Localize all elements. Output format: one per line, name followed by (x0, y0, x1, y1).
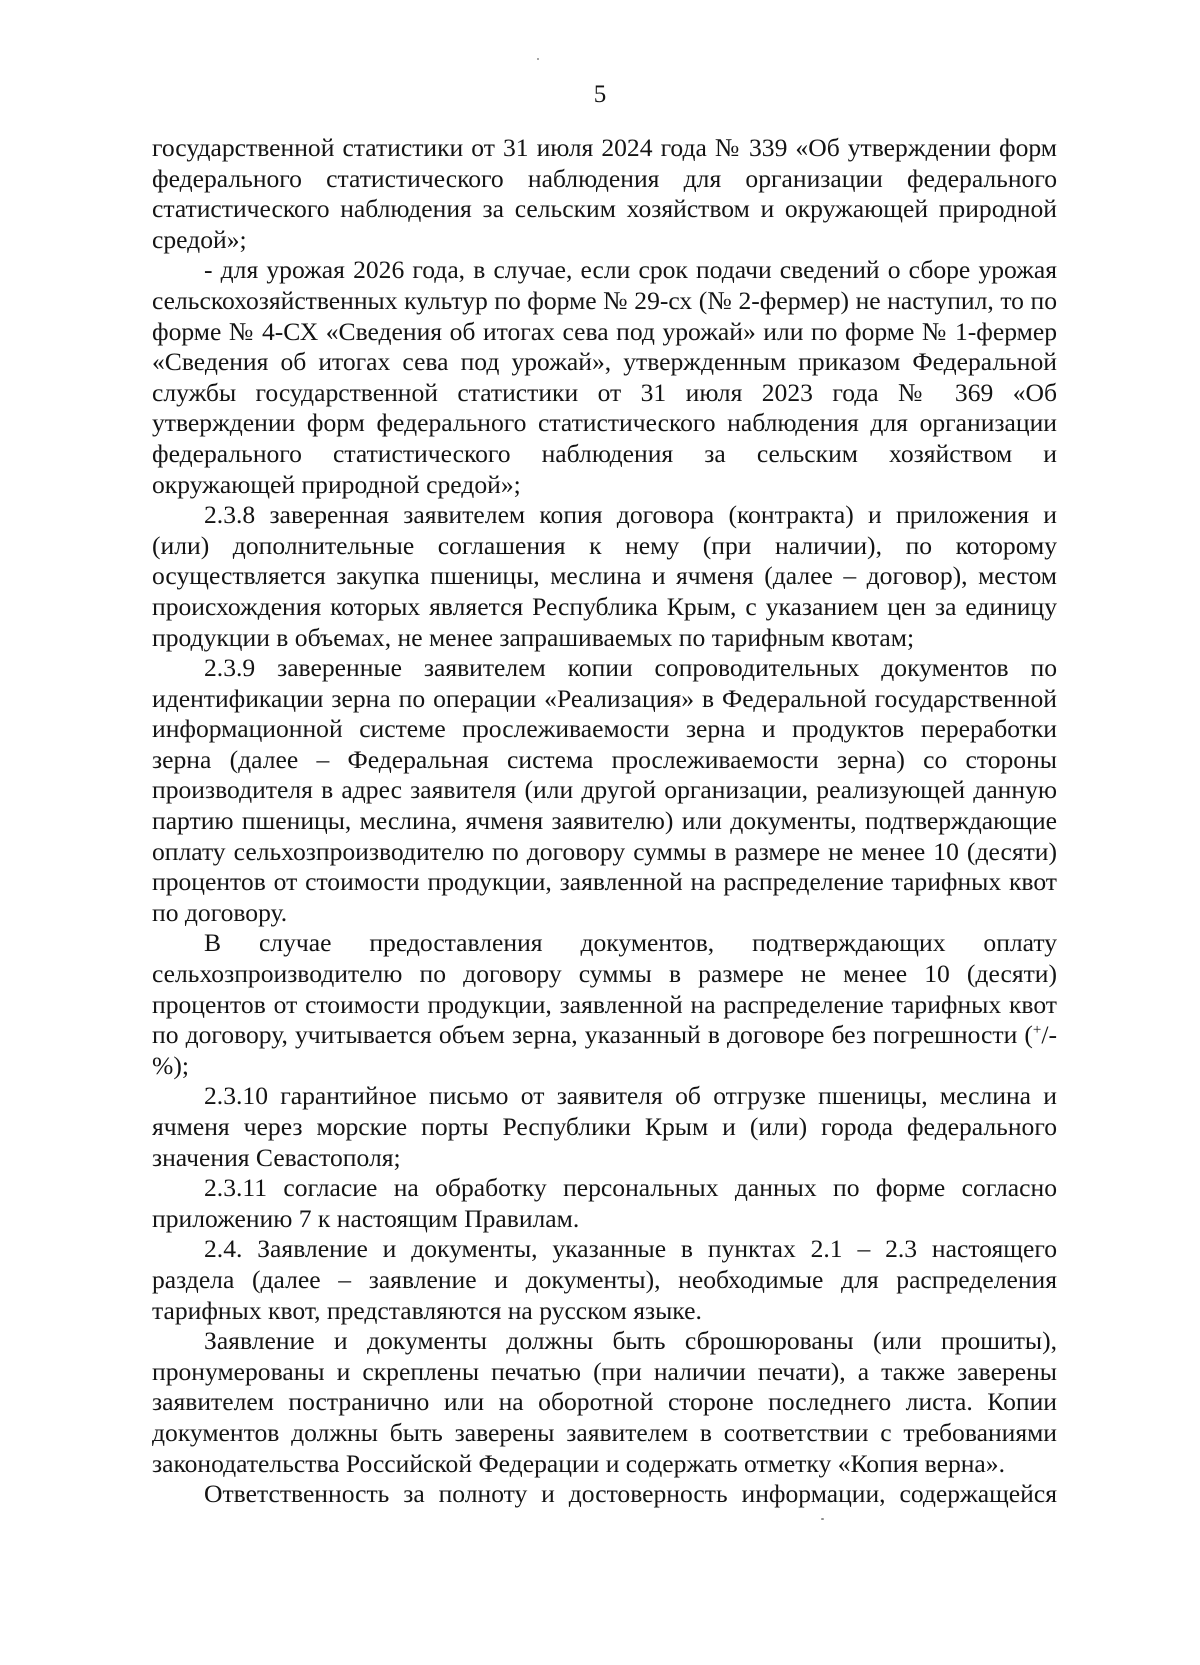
scan-speck-top (537, 58, 539, 60)
scan-speck-bottom (821, 1518, 824, 1520)
document-body (152, 133, 1057, 1510)
paragraph-2-4: 2.4. Заявление и документы, указанные в пунктах 2.1 – 2.3 настоящего раздела (далее – заявление и документы), необходимые для распределения тарифных квот, представляются на русском языке. (152, 1234, 1057, 1325)
payment-case-text: В случае предоставления документов, подтверждающих оплату сельхозпроизводителю по договору суммы в размере не менее 10 (десяти) процентов от стоимости продукции, заявленной на распределение тарифных квот по договору, учитывается объем зерна, указанный в договоре без погрешности ( (152, 928, 1057, 1050)
payment-case-tail: /- %); (152, 1020, 1057, 1080)
paragraph-2-3-11: 2.3.11 согласие на обработку персональных данных по форме согласно приложению 7 к настоящим Правилам. (152, 1173, 1057, 1233)
paragraph-responsibility: Ответственность за полноту и достоверность информации, содержащейся (204, 1479, 1057, 1509)
paragraph-harvest-2026: - для урожая 2026 года, в случае, если срок подачи сведений о сборе урожая сельскохозяйственных культур по форме № 29-сх (№ 2-фермер) не наступил, то по форме № 4-СХ «Сведения об итогах сева под урожай» или по форме № 1-фермер «Сведения об итогах сева под урожай», утвержденным приказом Федеральной службы государственной статистики от 31 июля 2023 года № 369 «Об утверждении форм федерального статистического наблюдения для организации федерального статистического наблюдения за сельским хозяйством и окружающей природной средой»; (152, 255, 1057, 499)
paragraph-continuation: государственной статистики от 31 июля 2024 года № 339 «Об утверждении форм федерального статистического наблюдения для организации федерального статистического наблюдения за сельским хозяйством и окружающей природной средой»; (152, 133, 1057, 254)
plus-superscript: + (1032, 1022, 1042, 1039)
paragraph-2-3-9: 2.3.9 заверенные заявителем копии сопроводительных документов по идентификации зерна по операции «Реализация» в Федеральной государственной информационной системе прослеживаемости зерна и продуктов переработки зерна (далее – Федеральная система прослеживаемости зерна) со стороны производителя в адрес заявителя (или другой организации, реализующей данную партию пшеницы, меслина, ячменя заявителю) или документы, подтверждающие оплату сельхозпроизводителю по договору суммы в размере не менее 10 (десяти) процентов от стоимости продукции, заявленной на распределение тарифных квот по договору. (152, 653, 1057, 927)
paragraph-payment-case (152, 928, 1057, 1081)
paragraph-binding: Заявление и документы должны быть сброшюрованы (или прошиты), пронумерованы и скреплены печатью (при наличии печати), а также заверены заявителем постранично или на оборотной стороне последнего листа. Копии документов должны быть заверены заявителем в соответствии с требованиями законодательства Российской Федерации и содержать отметку «Копия верна». (152, 1326, 1057, 1478)
paragraph-2-3-10: 2.3.10 гарантийное письмо от заявителя об отгрузке пшеницы, меслина и ячменя через морские порты Республики Крым и (или) города федерального значения Севастополя; (152, 1081, 1057, 1172)
paragraph-2-3-8: 2.3.8 заверенная заявителем копия договора (контракта) и приложения и (или) дополнительные соглашения к нему (при наличии), по которому осуществляется закупка пшеницы, меслина и ячменя (далее – договор), местом происхождения которых является Республика Крым, с указанием цен за единицу продукции в объемах, не менее запрашиваемых по тарифным квотам; (152, 500, 1057, 652)
page-number: 5 (593, 81, 607, 108)
